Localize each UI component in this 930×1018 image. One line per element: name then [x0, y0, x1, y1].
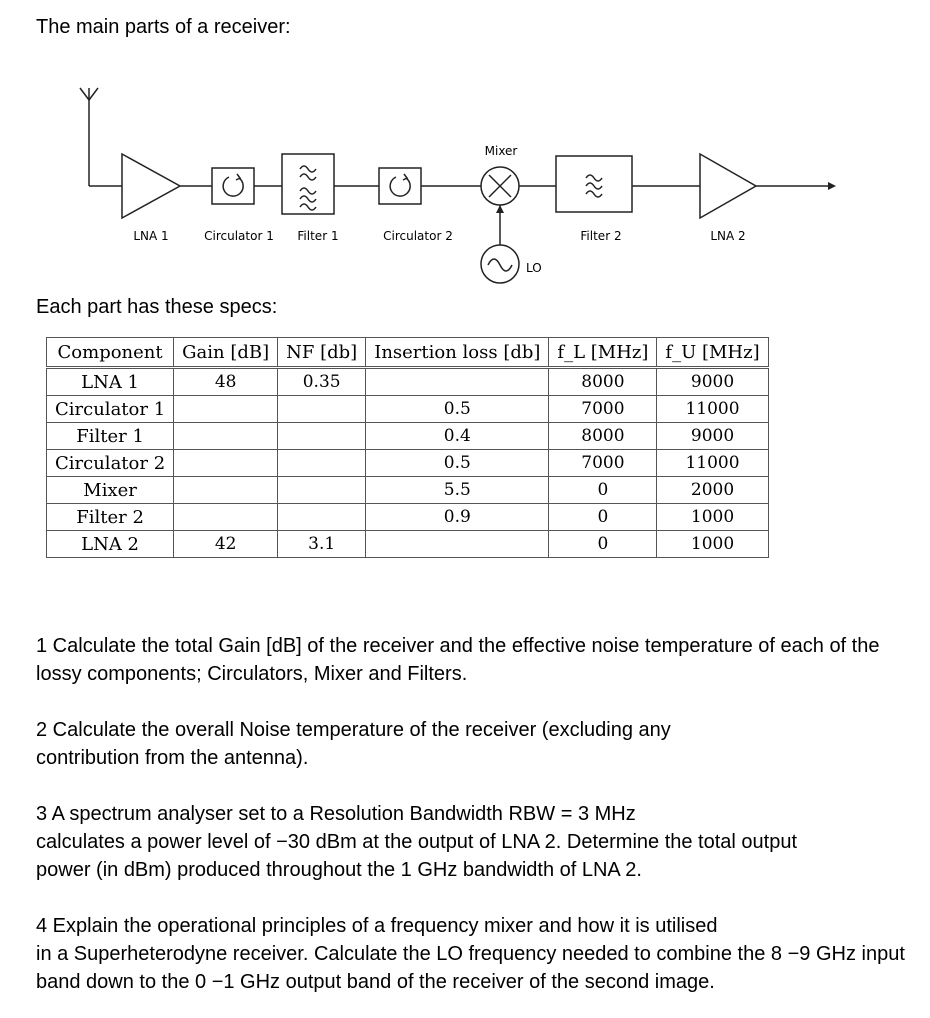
receiver-block-diagram	[0, 70, 930, 285]
lna2-amplifier-icon	[700, 154, 756, 218]
table-cell: Filter 1	[47, 423, 174, 450]
table-cell	[174, 396, 278, 423]
mixer-icon	[481, 167, 519, 205]
table-cell: 0	[549, 504, 657, 531]
question-4-line-2: in a Superheterodyne receiver. Calculate the LO frequency needed to combine the 8 −9 GHz input band down to the 0 −1 GHz output band of the receiver of the second image.	[36, 943, 905, 993]
table-cell: LNA 1	[47, 368, 174, 396]
table-cell	[278, 423, 366, 450]
question-4-line-1: 4 Explain the operational principles of a frequency mixer and how it is utilised	[36, 915, 718, 937]
question-3-line-1: 3 A spectrum analyser set to a Resolution Bandwidth RBW = 3 MHz	[36, 803, 636, 825]
table-cell	[174, 450, 278, 477]
table-row	[47, 504, 769, 531]
table-cell: Mixer	[47, 477, 174, 504]
table-cell: 9000	[657, 368, 768, 396]
table-cell: 3.1	[278, 531, 366, 558]
table-row	[47, 396, 769, 423]
lo-arrow-icon	[496, 205, 504, 213]
question-3-line-2: calculates a power level of −30 dBm at the output of LNA 2. Determine the total output power (in dBm) produced throughout the 1 GHz bandwidth of LNA 2.	[36, 831, 798, 881]
table-cell: 11000	[657, 450, 768, 477]
table-cell: 42	[174, 531, 278, 558]
circulator2-icon	[379, 168, 421, 204]
table-cell: 9000	[657, 423, 768, 450]
table-cell	[278, 477, 366, 504]
filter2-icon	[556, 156, 632, 212]
table-cell: 0	[549, 531, 657, 558]
table-cell: 48	[174, 368, 278, 396]
lna1-amplifier-icon	[122, 154, 180, 218]
label-lo: LO	[526, 261, 542, 275]
table-cell	[278, 504, 366, 531]
table-cell	[366, 368, 549, 396]
table-cell: 2000	[657, 477, 768, 504]
question-4	[36, 912, 906, 996]
column-header: Insertion loss [db]	[366, 338, 549, 368]
label-filter2: Filter 2	[580, 229, 622, 243]
table-cell: 0.4	[366, 423, 549, 450]
table-row	[47, 477, 769, 504]
table-row	[47, 450, 769, 477]
table-cell: 5.5	[366, 477, 549, 504]
table-cell: 11000	[657, 396, 768, 423]
page-title: The main parts of a receiver:	[36, 16, 291, 38]
table-cell: 1000	[657, 504, 768, 531]
filter1-icon	[282, 154, 334, 214]
table-row	[47, 368, 769, 396]
lo-oscillator-icon	[481, 245, 519, 283]
table-cell: LNA 2	[47, 531, 174, 558]
table-cell	[278, 450, 366, 477]
specs-heading: Each part has these specs:	[36, 296, 278, 318]
table-cell	[174, 423, 278, 450]
label-mixer: Mixer	[484, 144, 518, 158]
table-cell: Circulator 2	[47, 450, 174, 477]
table-header-row	[47, 338, 769, 368]
table-cell: Circulator 1	[47, 396, 174, 423]
table-cell: 1000	[657, 531, 768, 558]
table-cell	[278, 396, 366, 423]
table-cell: 0.5	[366, 396, 549, 423]
label-lna2: LNA 2	[710, 229, 746, 243]
specs-table	[46, 337, 769, 558]
table-cell: 8000	[549, 423, 657, 450]
column-header: f_L [MHz]	[549, 338, 657, 368]
table-cell: 0.35	[278, 368, 366, 396]
question-2-text: 2 Calculate the overall Noise temperature of the receiver (excluding any contribution from the antenna).	[36, 719, 671, 769]
column-header: NF [db]	[278, 338, 366, 368]
table-row	[47, 423, 769, 450]
column-header: Gain [dB]	[174, 338, 278, 368]
question-2	[36, 716, 906, 772]
table-cell: 8000	[549, 368, 657, 396]
output-arrow-icon	[828, 182, 836, 190]
table-cell: 7000	[549, 450, 657, 477]
question-1	[36, 632, 906, 688]
table-cell: Filter 2	[47, 504, 174, 531]
circulator1-icon	[212, 168, 254, 204]
table-cell	[366, 531, 549, 558]
label-filter1: Filter 1	[297, 229, 339, 243]
antenna-icon	[80, 88, 122, 186]
table-cell	[174, 504, 278, 531]
question-3	[36, 800, 906, 884]
table-cell	[174, 477, 278, 504]
label-lna1: LNA 1	[133, 229, 169, 243]
question-1-text: 1 Calculate the total Gain [dB] of the receiver and the effective noise temperature of each of the lossy components; Circulators, Mixer and Filters.	[36, 635, 880, 685]
table-row	[47, 531, 769, 558]
column-header: Component	[47, 338, 174, 368]
label-circulator1: Circulator 1	[204, 229, 274, 243]
table-cell: 0	[549, 477, 657, 504]
table-cell: 0.5	[366, 450, 549, 477]
column-header: f_U [MHz]	[657, 338, 768, 368]
table-cell: 7000	[549, 396, 657, 423]
label-circulator2: Circulator 2	[383, 229, 453, 243]
table-cell: 0.9	[366, 504, 549, 531]
